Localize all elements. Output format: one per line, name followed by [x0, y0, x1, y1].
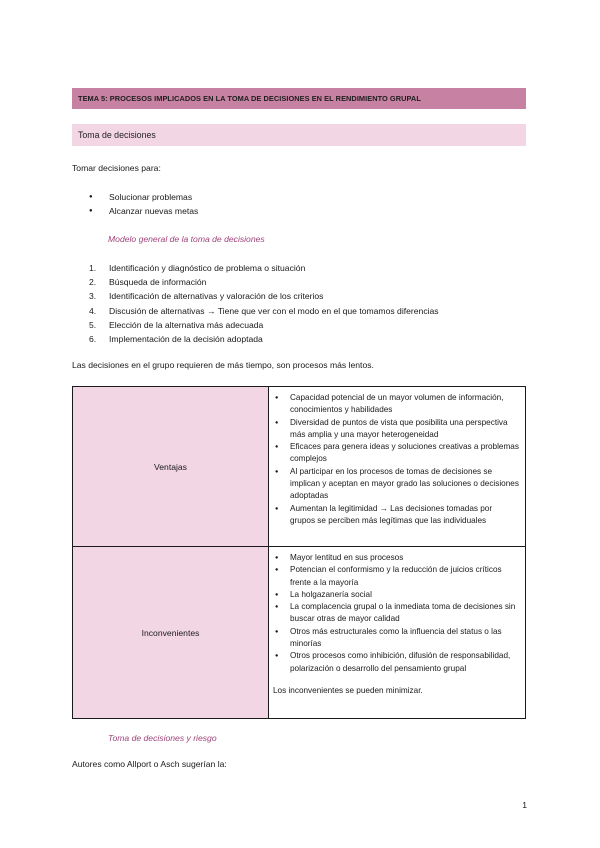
list-item: ● Otros más estructurales como la influencia del status o las minorías	[273, 626, 519, 651]
ventajas-cell	[269, 387, 526, 547]
list-item: ● Diversidad de puntos de vista que posibilita una perspectiva más amplia y una mayor heterogeneidad	[273, 417, 519, 442]
list-item: ● Otros procesos como inhibición, difusión de responsabilidad, polarización o desarrollo del pensamiento grupal	[273, 650, 519, 675]
list-item: 4. Discusión de alternativas → Tiene que ver con el modo en el que tomamos diferencias	[89, 305, 439, 316]
list-item: 5. Elección de la alternativa más adecuada	[89, 319, 264, 330]
inconvenientes-note: Los inconvenientes se pueden minimizar.	[273, 685, 423, 695]
inconvenientes-cell	[269, 547, 526, 719]
inconvenientes-list	[269, 547, 525, 679]
list-item: ● Solucionar problemas	[89, 190, 198, 204]
table-row	[73, 387, 526, 547]
list-item: 6. Implementación de la decisión adoptada	[89, 333, 263, 344]
list-item: ● Potencian el conformismo y la reducción de juicios críticos frente a la mayoría	[273, 564, 519, 589]
ventajas-label: Ventajas	[73, 387, 269, 547]
list-item: ● Eficaces para genera ideas y soluciones creativas a problemas complejos	[273, 441, 519, 466]
ventajas-list	[269, 387, 525, 531]
list-item: ● Mayor lentitud en sus procesos	[273, 552, 519, 564]
intro-lead: Tomar decisiones para:	[72, 163, 161, 173]
page-number: 1	[522, 800, 527, 810]
list-item: ● Capacidad potencial de un mayor volumen de información, conocimientos y habilidades	[273, 392, 519, 417]
list-item: ● La holgazanería social	[273, 589, 519, 601]
group-note: Las decisiones en el grupo requieren de más tiempo, son procesos más lentos.	[72, 360, 374, 370]
model-steps-list	[89, 261, 439, 346]
risk-heading: Toma de decisiones y riesgo	[108, 733, 217, 743]
section-title: Toma de decisiones	[72, 124, 526, 146]
topic-title: TEMA 5: PROCESOS IMPLICADOS EN LA TOMA DE DECISIONES EN EL RENDIMIENTO GRUPAL	[72, 88, 526, 109]
list-item: 1. Identificación y diagnóstico de problema o situación	[89, 263, 306, 273]
list-item: ● Alcanzar nuevas metas	[89, 204, 198, 218]
model-heading: Modelo general de la toma de decisiones	[108, 234, 265, 244]
risk-lead: Autores como Allport o Asch sugerían la:	[72, 759, 227, 769]
pros-cons-table	[72, 386, 526, 719]
list-item: ● Al participar en los procesos de tomas de decisiones se implican y aceptan en mayor grado las soluciones o decisiones adoptadas	[273, 466, 519, 503]
list-item: 3. Identificación de alternativas y valoración de los criterios	[89, 291, 324, 302]
list-item: ● La complacencia grupal o la inmediata toma de decisiones sin buscar otras de mayor calidad	[273, 601, 519, 626]
list-item: 2. Búsqueda de información	[89, 277, 207, 288]
intro-bullet-list	[89, 190, 198, 218]
inconvenientes-label: Inconvenientes	[73, 547, 269, 719]
list-item: ● Aumentan la legitimidad → Las decisiones tomadas por grupos se perciben más legítimas que las individuales	[273, 503, 519, 528]
table-row	[73, 547, 526, 719]
